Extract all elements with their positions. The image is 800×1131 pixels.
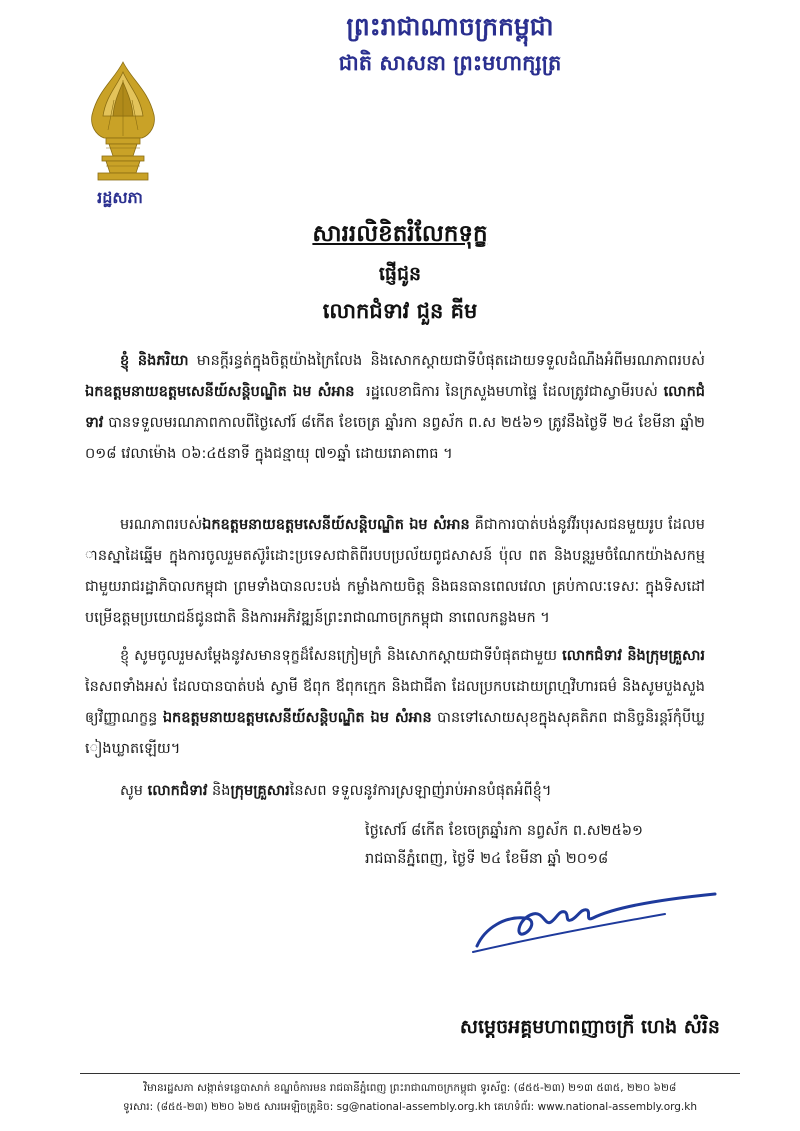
paragraph-tribute: មរណភាពរបស់ឯកឧត្តមនាយឧត្តមសេនីយ៍សន្តិបណ្ឌិត ឯម សំអាន គឺជាការបាត់បង់នូវវីរបុរសជនមួយរូប ដែលមានស្នាដៃឆ្នើម ក្នុងការចូលរួមតស៊ូរំដោះប្រទេសជាតិពីរបបប្រល័យពូជសាសន៍ ប៉ុល ពត និងបន្តរួមចំណែកយ៉ាងសកម្មជាមួយរាជរដ្ឋាភិបាលកម្ពុជា ព្រមទាំងបានលះបង់ កម្លាំងកាយចិត្ត និងធនធានពេលវេលា គ្រប់កាលៈទេសៈ ក្នុងទិសដៅបម្រើឧត្តមប្រយោជន៍ជូនជាតិ និងការអភិវឌ្ឍន៍ព្រះរាជាណាចក្រកម្ពុជា នាពេលកន្លងមក ។	[85, 517, 705, 626]
footer-address: វិមានរដ្ឋសភា សង្កាត់ទន្លេបាសាក់ ខណ្ឌចំការមន រាជធានីភ្នំពេញ ព្រះរាជាណាចក្រកម្ពុជា ទូរស័ព្ទ: (៨៥៥-២៣) ២១៣ ៥៣៥, ២២០ ៦២៨	[143, 1082, 677, 1094]
paragraph-condolence-news: ខ្ញុំ និងភរិយា មានក្តីរន្ធត់ក្នុងចិត្តយ៉ាងក្រៃលែង និងសោកស្តាយជាទីបំផុតដោយទទួលដំណឹងអំពីមរណភាពរបស់ ឯកឧត្តមនាយឧត្តមសេនីយ៍សន្តិបណ្ឌិត ឯម សំអាន ​ រដ្ឋលេខាធិការ នៃក្រសួងមហាផ្ទៃ ដែលត្រូវជាស្វាមីរបស់ លោកជំទាវ បានទទួលមរណភាពកាលពីថ្ងៃសៅរ៍ ៨កើត ខែចេត្រ ឆ្នាំរកា នព្វស័ក ព.ស ២៥៦១ ត្រូវនឹងថ្ងៃទី ២៤ ខែមីនា ឆ្នាំ២០១៨ វេលាម៉ោង ០៦:៤៥នាទី ក្នុងជន្មាយុ ៧១ឆ្នាំ ដោយរោគាពាធ ។	[85, 353, 705, 462]
institution-name: រដ្ឋសភា	[97, 188, 143, 207]
letter-to-label: ផ្ញើជូន	[378, 263, 422, 285]
kingdom-title: ព្រះរាជាណាចក្រកម្ពុជា	[346, 12, 554, 41]
national-motto: ជាតិ សាសនា ព្រះមហាក្សត្រ	[338, 51, 562, 75]
paragraph-closing: សូម លោកជំទាវ និងក្រុមគ្រួសារនៃសព ទទួលនូវការស្រឡាញ់រាប់អានបំផុតអំពីខ្ញុំ។	[120, 783, 552, 799]
royal-emblem-icon	[84, 60, 162, 185]
signer-name: សម្តេចអគ្គមហាពញាចក្រី ហេង សំរិន	[459, 1016, 720, 1038]
footer-divider	[80, 1073, 740, 1074]
letter-title: សាររលិខិតរំលែកទុក្ខ	[312, 221, 488, 247]
date-solar: រាជធានីភ្នំពេញ, ថ្ងៃទី ២៤ ខែមីនា ឆ្នាំ ២០១៨	[365, 851, 609, 867]
paragraph-sympathy: ខ្ញុំ សូមចូលរួមសម្តែងនូវសមានទុក្ខដ៏សែនក្រៀមក្រំ និងសោកស្តាយជាទីបំផុតជាមួយ លោកជំទាវ និងក្រុមគ្រួសារ នៃសពទាំងអស់ ដែលបានបាត់បង់ ស្វាមី ឪពុក ឪពុកក្មេក និងជាជីតា ដែលប្រកបដោយព្រហ្មវិហារធម៌ និងសូមបួងសួងឲ្យវិញ្ញាណក្ខន្ធ ឯកឧត្តមនាយឧត្តមសេនីយ៍សន្តិបណ្ឌិត ឯម សំអាន បានទៅសោយសុខក្នុងសុគតិភព ជានិច្ចនិរន្តរ៍កុំបីឃ្លៀងឃ្លាតឡើយ។	[85, 648, 706, 757]
signature-icon	[465, 888, 725, 963]
date-lunar: ថ្ងៃសៅរ៍ ៨កើត ខែចេត្រឆ្នាំរកា នព្វស័ក ព.ស២៥៦១	[365, 823, 643, 839]
letter-recipient: លោកជំទាវ ជួន គីម	[322, 299, 478, 323]
footer-contact: ទូរសារ: (៨៥៥-២៣) ២២០ ៦២៥ សារអេឡិចត្រូនិច: sg@national-assembly.org.kh គេហទំព័រ: www.national-assembly.org.kh	[122, 1101, 698, 1113]
